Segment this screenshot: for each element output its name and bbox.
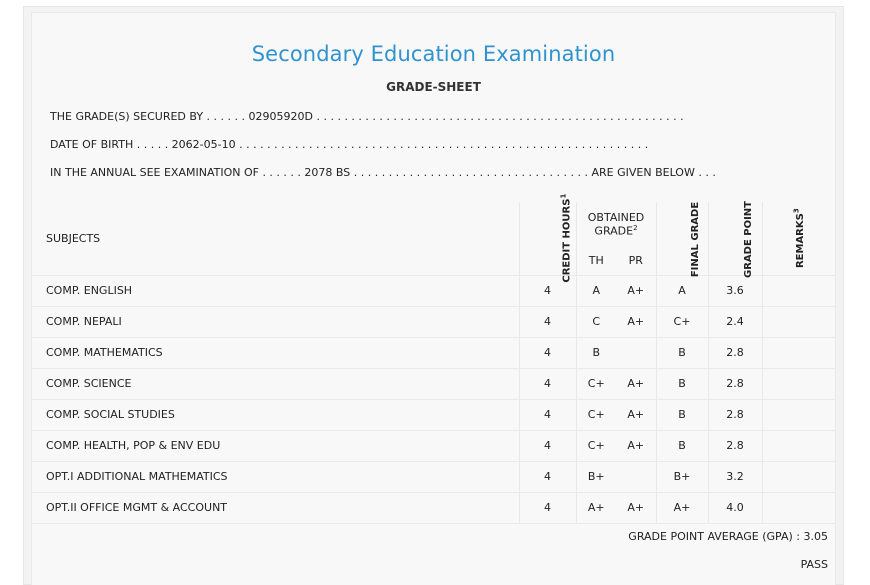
final-grade-cell: B (656, 368, 708, 399)
grade-point-header: GRADE POINT (708, 202, 762, 275)
credit-hours-header: CREDIT HOURS$^1$ (519, 202, 576, 275)
subject-cell: COMP. NEPALI (31, 306, 519, 337)
subject-cell: COMP. MATHEMATICS (31, 337, 519, 368)
grade-point-cell: 3.6 (708, 275, 762, 306)
grade-point-cell: 2.8 (708, 430, 762, 461)
credit-hours-cell: 4 (519, 275, 576, 306)
theory-grade-cell: C+ (576, 368, 616, 399)
credit-hours-cell: 4 (519, 306, 576, 337)
gpa-summary: GRADE POINT AVERAGE (GPA) : 3.05 (628, 530, 828, 543)
table-row (31, 492, 836, 523)
date-of-birth-line: DATE OF BIRTH . . . . . 2062-05-10 . . . . . . . . . . . . . . . . . . . . . . . . . . . . . . . . . . . . . . . . . . . . . . . . . . . . . . . . . . . (50, 138, 649, 151)
obtained-grade-header: OBTAINED GRADE$^2$ (576, 202, 656, 247)
remarks-cell (762, 368, 836, 399)
table-row (31, 430, 836, 461)
remarks-cell (762, 461, 836, 492)
grade-point-cell: 4.0 (708, 492, 762, 523)
grade-point-cell: 2.8 (708, 337, 762, 368)
final-grade-cell: A (656, 275, 708, 306)
grade-point-cell: 2.8 (708, 399, 762, 430)
remarks-cell (762, 275, 836, 306)
credit-hours-cell: 4 (519, 461, 576, 492)
theory-grade-cell: C+ (576, 430, 616, 461)
table-row (31, 306, 836, 337)
subject-cell: COMP. SCIENCE (31, 368, 519, 399)
remarks-cell (762, 492, 836, 523)
practical-grade-cell (616, 337, 656, 368)
remarks-cell (762, 337, 836, 368)
practical-grade-cell: A+ (616, 275, 656, 306)
practical-grade-cell: A+ (616, 306, 656, 337)
subjects-header: SUBJECTS (31, 202, 519, 275)
remarks-cell (762, 306, 836, 337)
practical-grade-cell: A+ (616, 368, 656, 399)
remarks-cell (762, 430, 836, 461)
theory-grade-cell: A+ (576, 492, 616, 523)
theory-grade-cell: C+ (576, 399, 616, 430)
practical-grade-cell (616, 461, 656, 492)
final-grade-cell: B (656, 430, 708, 461)
subject-cell: OPT.I ADDITIONAL MATHEMATICS (31, 461, 519, 492)
credit-hours-cell: 4 (519, 399, 576, 430)
subject-cell: COMP. SOCIAL STUDIES (31, 399, 519, 430)
final-grade-header: FINAL GRADE (656, 202, 708, 275)
exam-line: IN THE ANNUAL SEE EXAMINATION OF . . . . . . 2078 BS . . . . . . . . . . . . . . . . . . . . . . . . . . . . . . . . . . ARE GIVEN BELOW . . . (50, 166, 716, 179)
result-status: PASS (800, 558, 828, 571)
table-row (31, 275, 836, 306)
grade-point-cell: 2.4 (708, 306, 762, 337)
table-row (31, 399, 836, 430)
pr-header: PR (616, 247, 656, 275)
table-row (31, 337, 836, 368)
credit-hours-cell: 4 (519, 337, 576, 368)
credit-hours-cell: 4 (519, 492, 576, 523)
theory-grade-cell: B (576, 337, 616, 368)
final-grade-cell: B+ (656, 461, 708, 492)
table-row (31, 461, 836, 492)
credit-hours-cell: 4 (519, 368, 576, 399)
final-grade-cell: B (656, 399, 708, 430)
th-header: TH (576, 247, 616, 275)
remarks-cell (762, 399, 836, 430)
grade-point-cell: 2.8 (708, 368, 762, 399)
theory-grade-cell: C (576, 306, 616, 337)
final-grade-cell: B (656, 337, 708, 368)
theory-grade-cell: A (576, 275, 616, 306)
remarks-header: REMARKS$^3$ (762, 202, 836, 275)
grades-table (31, 193, 836, 524)
secured-by-line: THE GRADE(S) SECURED BY . . . . . . 02905920D . . . . . . . . . . . . . . . . . . . . . . . . . . . . . . . . . . . . . . . . . . . . . . . . . . . . . (50, 110, 684, 123)
page-title: Secondary Education Examination (251, 42, 616, 66)
subject-cell: OPT.II OFFICE MGMT & ACCOUNT (31, 492, 519, 523)
grade-point-cell: 3.2 (708, 461, 762, 492)
page-subtitle: GRADE-SHEET (386, 80, 481, 94)
table-row (31, 368, 836, 399)
subject-cell: COMP. ENGLISH (31, 275, 519, 306)
practical-grade-cell: A+ (616, 430, 656, 461)
theory-grade-cell: B+ (576, 461, 616, 492)
practical-grade-cell: A+ (616, 399, 656, 430)
credit-hours-cell: 4 (519, 430, 576, 461)
final-grade-cell: A+ (656, 492, 708, 523)
final-grade-cell: C+ (656, 306, 708, 337)
practical-grade-cell: A+ (616, 492, 656, 523)
subject-cell: COMP. HEALTH, POP & ENV EDU (31, 430, 519, 461)
